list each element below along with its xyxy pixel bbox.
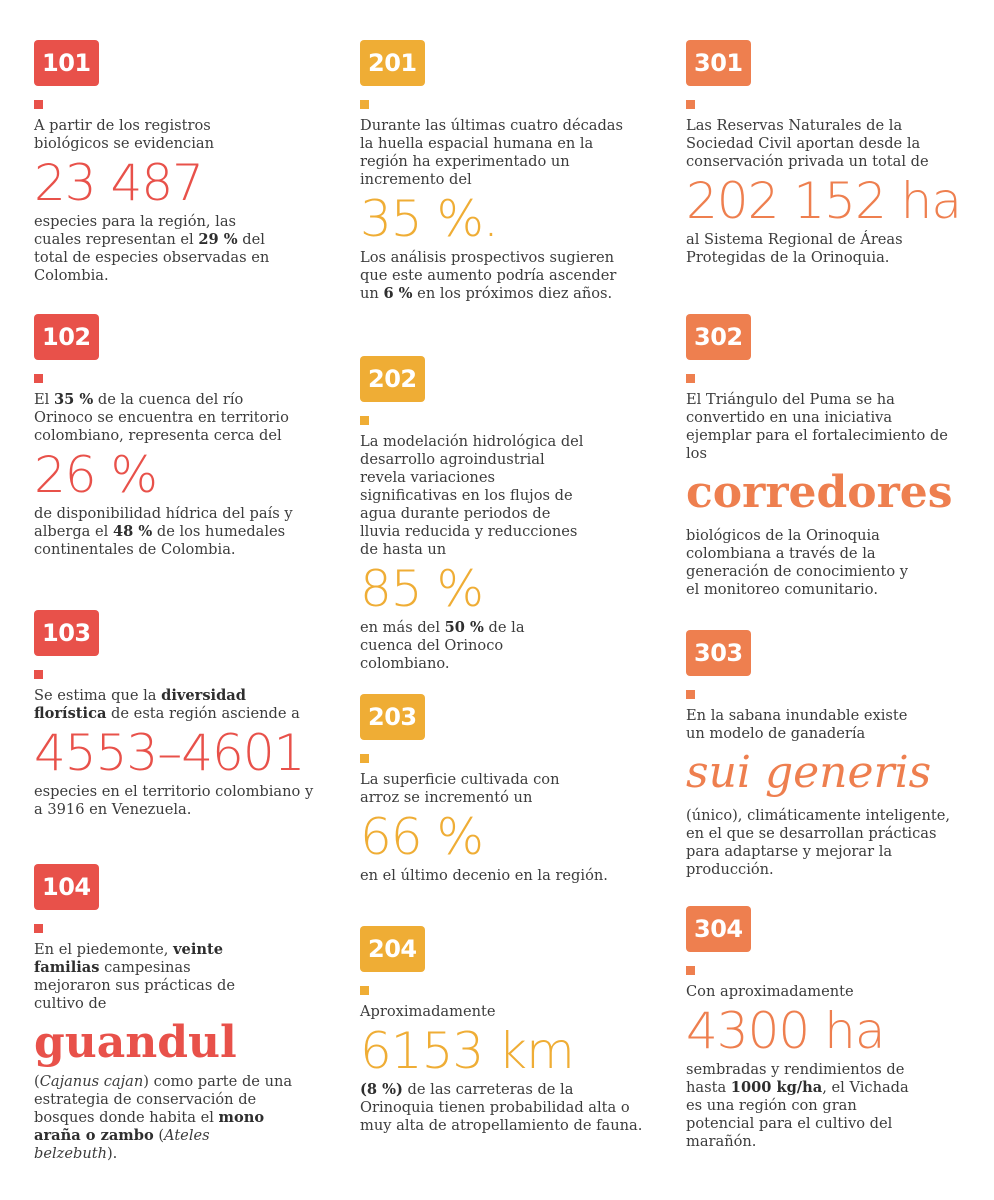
- fact-101: [34, 40, 334, 285]
- fact-intro-text: El 35 % de la cuenca del río Orinoco se encuentra en territorio colombiano, representa cerca del: [34, 391, 289, 444]
- bullet-square: [360, 986, 369, 995]
- fact-intro-text: El Triángulo del Puma se ha convertido en una iniciativa ejemplar para el fortalecimiento de los: [686, 391, 948, 462]
- fact-detail-text: en más del 50 % de la cuenca del Orinoco colombiano.: [360, 619, 525, 672]
- fact-detail-text: (8 %) de las carreteras de la Orinoquia tienen probabilidad alta o muy alta de atropellamiento de fauna.: [360, 1081, 643, 1134]
- fact-number-badge: 303: [686, 630, 751, 676]
- fact-intro-text: En la sabana inundable existe un modelo de ganadería: [686, 707, 908, 742]
- fact-detail-text: al Sistema Regional de Áreas Protegidas de la Orinoquia.: [686, 231, 903, 266]
- fact-301: [686, 40, 976, 267]
- bullet-square: [360, 754, 369, 763]
- fact-number-badge: 204: [360, 926, 425, 972]
- fact-detail-text: (único), climáticamente inteligente, en el que se desarrollan prácticas para adaptarse y mejorar la producción.: [686, 807, 950, 878]
- bullet-square: [686, 966, 695, 975]
- bullet-square: [34, 924, 43, 933]
- fact-detail-text: Los análisis prospectivos sugieren que este aumento podría ascender un 6 % en los próximos diez años.: [360, 249, 617, 302]
- fact-detail-text: biológicos de la Orinoquia colombiana a través de la generación de conocimiento y el monitoreo comunitario.: [686, 527, 909, 598]
- fact-detail-text: sembradas y rendimientos de hasta 1000 kg/ha, el Vichada es una región con gran potencial para el cultivo del marañón.: [686, 1061, 909, 1150]
- fact-intro-text: Se estima que la diversidad florística de esta región asciende a: [34, 687, 300, 722]
- fact-203: [360, 694, 660, 885]
- fact-intro-text: Aproximadamente: [360, 1003, 496, 1020]
- fact-highlight: 202 152 ha: [686, 172, 961, 230]
- fact-intro-text: La superficie cultivada con arroz se incrementó un: [360, 771, 560, 806]
- fact-103: [34, 610, 334, 819]
- fact-intro-text: En el piedemonte, veinte familias campesinas mejoraron sus prácticas de cultivo de: [34, 941, 235, 1012]
- fact-intro-text: A partir de los registros biológicos se evidencian: [34, 117, 214, 152]
- fact-201: [360, 40, 660, 303]
- fact-detail-text: de disponibilidad hídrica del país y alberga el 48 % de los humedales continentales de Colombia.: [34, 505, 293, 558]
- bullet-square: [686, 690, 695, 699]
- fact-detail-text: en el último decenio en la región.: [360, 867, 608, 884]
- fact-detail-text: especies en el territorio colombiano y a 3916 en Venezuela.: [34, 783, 314, 818]
- fact-104: [34, 864, 334, 1163]
- fact-number-badge: 102: [34, 314, 99, 360]
- fact-highlight: sui generis: [686, 747, 932, 798]
- bullet-square: [686, 100, 695, 109]
- fact-highlight: guandul: [34, 1017, 237, 1068]
- fact-highlight: 6153 km: [360, 1022, 574, 1080]
- fact-highlight: corredores: [686, 467, 953, 518]
- bullet-square: [360, 416, 369, 425]
- fact-102: [34, 314, 334, 559]
- fact-intro-text: La modelación hidrológica del desarrollo agroindustrial revela variaciones significativas en los flujos de agua durante periodos de lluvia reducida y reducciones de hasta un: [360, 433, 584, 558]
- fact-highlight: 23 487: [34, 154, 203, 212]
- fact-number-badge: 304: [686, 906, 751, 952]
- fact-highlight: 66 %: [360, 808, 484, 866]
- fact-intro-text: Durante las últimas cuatro décadas la huella espacial humana en la región ha experimentado un incremento del: [360, 117, 624, 188]
- fact-304: [686, 906, 976, 1151]
- fact-number-badge: 201: [360, 40, 425, 86]
- bullet-square: [34, 670, 43, 679]
- fact-number-badge: 104: [34, 864, 99, 910]
- fact-number-badge: 202: [360, 356, 425, 402]
- fact-number-badge: 101: [34, 40, 99, 86]
- fact-number-badge: 203: [360, 694, 425, 740]
- fact-number-badge: 301: [686, 40, 751, 86]
- fact-detail-text: (Cajanus cajan) como parte de una estrategia de conservación de bosques donde habita el mono araña o zambo (Ateles belzebuth).: [34, 1073, 293, 1162]
- fact-highlight: 85 %: [360, 560, 484, 618]
- fact-detail-text: especies para la región, las cuales representan el 29 % del total de especies observadas en Colombia.: [34, 213, 270, 284]
- fact-intro-text: Las Reservas Naturales de la Sociedad Civil aportan desde la conservación privada un total de: [686, 117, 929, 170]
- fact-302: [686, 314, 976, 599]
- fact-highlight: 35 %.: [360, 190, 498, 248]
- fact-number-badge: 103: [34, 610, 99, 656]
- fact-204: [360, 926, 660, 1135]
- bullet-square: [34, 374, 43, 383]
- fact-highlight: 4300 ha: [686, 1002, 885, 1060]
- bullet-square: [34, 100, 43, 109]
- fact-202: [360, 356, 660, 673]
- bullet-square: [360, 100, 369, 109]
- fact-303: [686, 630, 976, 879]
- fact-intro-text: Con aproximadamente: [686, 983, 854, 1000]
- fact-highlight: 26 %: [34, 446, 158, 504]
- bullet-square: [686, 374, 695, 383]
- fact-number-badge: 302: [686, 314, 751, 360]
- fact-highlight: 4553–4601: [34, 724, 305, 782]
